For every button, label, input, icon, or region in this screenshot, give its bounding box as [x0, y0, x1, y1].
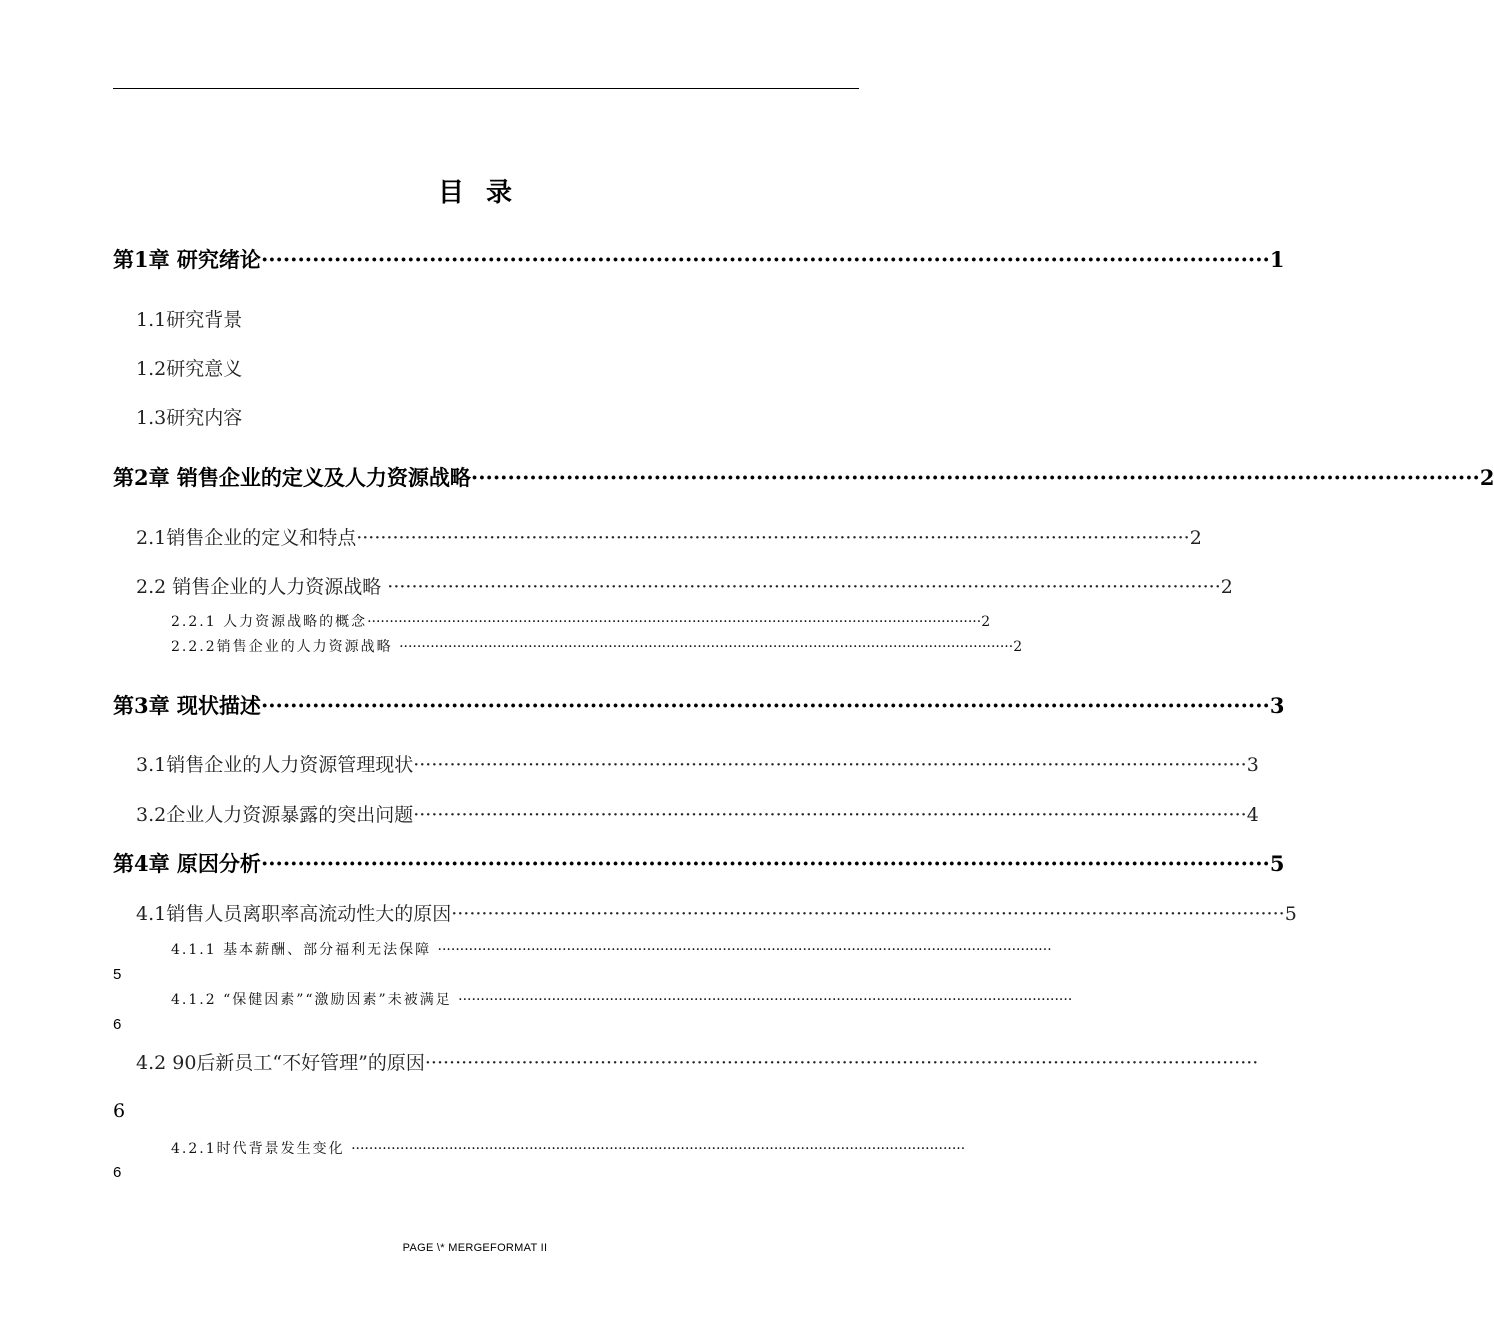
- toc-entry-chapter-3[interactable]: [113, 690, 1285, 720]
- leader-dots: ··········································································································································: [260, 851, 1270, 876]
- toc-entry-label: 第1章 研究绪论: [113, 247, 261, 272]
- toc-page-number: 2: [1220, 576, 1233, 598]
- toc-entry-label: 第3章 现状描述: [113, 693, 261, 718]
- toc-page-number: 3: [1269, 693, 1285, 718]
- leader-dots: ··········································································································································: [260, 693, 1270, 718]
- toc-page-number: 2: [1479, 465, 1494, 490]
- leader-dots: ··········································································································································: [351, 1141, 966, 1157]
- toc-entry-label: 2.1销售企业的定义和特点: [136, 527, 357, 549]
- leader-dots: ··········································································································································: [399, 639, 1014, 655]
- toc-entry-2-2-1[interactable]: [171, 611, 991, 631]
- toc-entry-4-2[interactable]: [136, 1048, 1259, 1075]
- toc-entry-2-2[interactable]: [136, 572, 1233, 599]
- header-rule: [113, 88, 859, 89]
- toc-entry-label: 3.1销售企业的人力资源管理现状: [136, 754, 414, 776]
- toc-page-number: 5: [1269, 851, 1285, 876]
- toc-page-number-wrapped: 6: [113, 1164, 122, 1181]
- toc-page-number-wrapped: 5: [113, 966, 122, 983]
- toc-entry-label: 第2章 销售企业的定义及人力资源战略: [113, 465, 471, 490]
- toc-page-number: 1: [1269, 247, 1285, 272]
- leader-dots: ··········································································································································: [367, 614, 982, 630]
- leader-dots: ··········································································································································: [413, 804, 1247, 826]
- toc-entry-1-2[interactable]: 1.2研究意义: [136, 358, 243, 380]
- toc-entry-label: 4.1.1 基本薪酬、部分福利无法保障: [171, 942, 438, 958]
- toc-entry-2-2-2[interactable]: [171, 636, 1023, 656]
- toc-entry-chapter-2[interactable]: [113, 462, 1494, 492]
- toc-entry-label: 2.2.1 人力资源战略的概念: [171, 614, 368, 630]
- leader-dots: ··········································································································································: [260, 247, 1270, 272]
- toc-page-number: 3: [1246, 754, 1259, 776]
- leader-dots: ··········································································································································: [451, 903, 1285, 925]
- toc-entry-3-2[interactable]: [136, 800, 1259, 827]
- toc-entry-4-1-2[interactable]: [171, 989, 1073, 1009]
- toc-entry-label: 4.2 90后新员工“不好管理”的原因: [136, 1052, 425, 1074]
- toc-entry-label: 4.1销售人员离职率高流动性大的原因: [136, 903, 452, 925]
- toc-entry-1-1[interactable]: 1.1研究背景: [136, 309, 243, 331]
- leader-dots: ··········································································································································: [437, 942, 1052, 958]
- toc-page-number: 2: [981, 614, 991, 630]
- toc-entry-chapter-1[interactable]: [113, 244, 1285, 274]
- leader-dots: ··········································································································································: [424, 1052, 1259, 1074]
- toc-entry-1-3[interactable]: 1.3研究内容: [136, 407, 243, 429]
- toc-entry-label: 第4章 原因分析: [113, 851, 261, 876]
- toc-entry-label: 4.2.1时代背景发生变化: [171, 1141, 352, 1157]
- leader-dots: ··········································································································································: [356, 527, 1190, 549]
- leader-dots: ··········································································································································: [387, 576, 1221, 598]
- toc-entry-3-1[interactable]: [136, 750, 1259, 777]
- toc-entry-chapter-4[interactable]: [113, 848, 1285, 878]
- toc-entry-label: 2.2 销售企业的人力资源战略: [136, 576, 388, 598]
- toc-entry-4-1[interactable]: [136, 899, 1297, 926]
- toc-page-number-wrapped: 6: [113, 1016, 122, 1033]
- toc-entry-label: 4.1.2 “保健因素”“激励因素”未被满足: [171, 992, 459, 1008]
- toc-page-number: 5: [1284, 903, 1297, 925]
- toc-entry-2-1[interactable]: [136, 523, 1202, 550]
- toc-page-number: 2: [1013, 639, 1023, 655]
- leader-dots: ··········································································································································: [413, 754, 1247, 776]
- toc-entry-label: 2.2.2销售企业的人力资源战略: [171, 639, 400, 655]
- toc-entry-4-2-1[interactable]: [171, 1138, 966, 1158]
- toc-entry-4-1-1[interactable]: [171, 939, 1052, 959]
- toc-page-number-wrapped: 6: [113, 1100, 126, 1122]
- leader-dots: ··········································································································································: [458, 992, 1073, 1008]
- toc-entry-label: 3.2企业人力资源暴露的突出问题: [136, 804, 414, 826]
- toc-title: 目录: [437, 178, 534, 208]
- leader-dots: ··········································································································································: [470, 465, 1480, 490]
- toc-page-number: 4: [1246, 804, 1259, 826]
- toc-page-number: 2: [1189, 527, 1202, 549]
- page-footer: PAGE \* MERGEFORMAT II: [402, 1242, 548, 1254]
